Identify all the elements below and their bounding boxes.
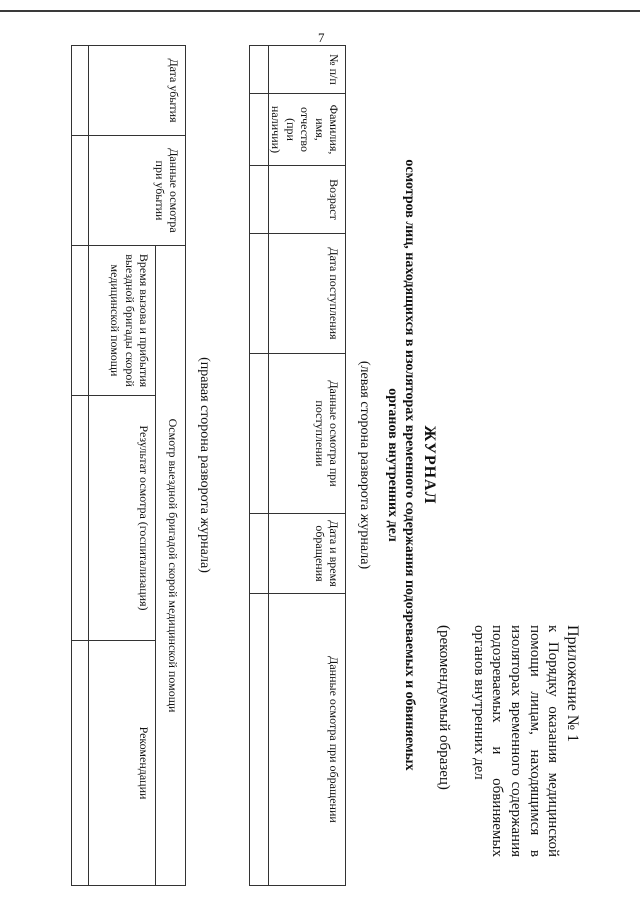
table-cell xyxy=(250,94,269,166)
col-admission-exam-header: Данные осмотра при поступлении xyxy=(269,354,346,514)
table-cell xyxy=(72,396,89,641)
col-departure-date-header: Дата убытия xyxy=(89,46,186,136)
col-number-header: № п/п xyxy=(269,46,346,94)
col-exam-result-header: Результат осмотра (госпитализация) xyxy=(89,396,156,641)
table-header-row xyxy=(269,46,346,886)
col-admission-date-header: Дата поступления xyxy=(269,234,346,354)
journal-subtitle: осмотров лиц, находящихся в изоляторах временного содержания подозреваемых и обвиняемых органов внутренних дел xyxy=(384,159,417,771)
page-number: 7 xyxy=(318,30,325,45)
col-request-exam-header: Данные осмотра при обращении xyxy=(269,594,346,886)
appendix-title: Приложение № 1 xyxy=(564,625,581,743)
left-side-label: (левая сторона разворота журнала) xyxy=(357,360,372,570)
table-header-row xyxy=(156,46,186,886)
appendix-block xyxy=(435,625,582,857)
table-cell xyxy=(250,594,269,886)
left-side-table xyxy=(249,45,346,886)
table-cell xyxy=(250,514,269,594)
col-age-header: Возраст xyxy=(269,166,346,234)
col-call-time-header: Время вызова и прибытия выездной бригады скорой медицинской помощи xyxy=(89,246,156,396)
ambulance-exam-group-header: Осмотр выездной бригадой скорой медицинской помощи xyxy=(156,246,186,886)
appendix-note: (рекомендуемый образец) xyxy=(436,625,453,790)
col-request-datetime-header: Дата и время обращения xyxy=(269,514,346,594)
table-cell xyxy=(250,166,269,234)
top-border-line xyxy=(0,10,640,12)
table-cell xyxy=(72,246,89,396)
col-full-name-header: Фамилия, имя, отчество (при наличии) xyxy=(269,94,346,166)
col-recommendations-header: Рекомендации xyxy=(89,641,156,886)
table-cell xyxy=(250,46,269,94)
table-cell xyxy=(250,354,269,514)
appendix-body: к Порядку оказания медицинской помощи лицам, находящимся в изоляторах временного содержания подозреваемых и обвиняемых органов внутренних дел xyxy=(470,625,562,857)
rotated-page-content xyxy=(30,45,590,885)
table-row xyxy=(250,46,269,886)
col-departure-exam-header: Данные осмотра при убытии xyxy=(89,136,186,246)
table-cell xyxy=(72,136,89,246)
table-cell xyxy=(72,46,89,136)
table-cell xyxy=(72,641,89,886)
right-side-label: (правая сторона разворота журнала) xyxy=(197,357,212,573)
journal-title: ЖУРНАЛ xyxy=(421,425,438,505)
right-side-table xyxy=(71,45,186,886)
table-cell xyxy=(250,234,269,354)
table-row xyxy=(72,46,89,886)
